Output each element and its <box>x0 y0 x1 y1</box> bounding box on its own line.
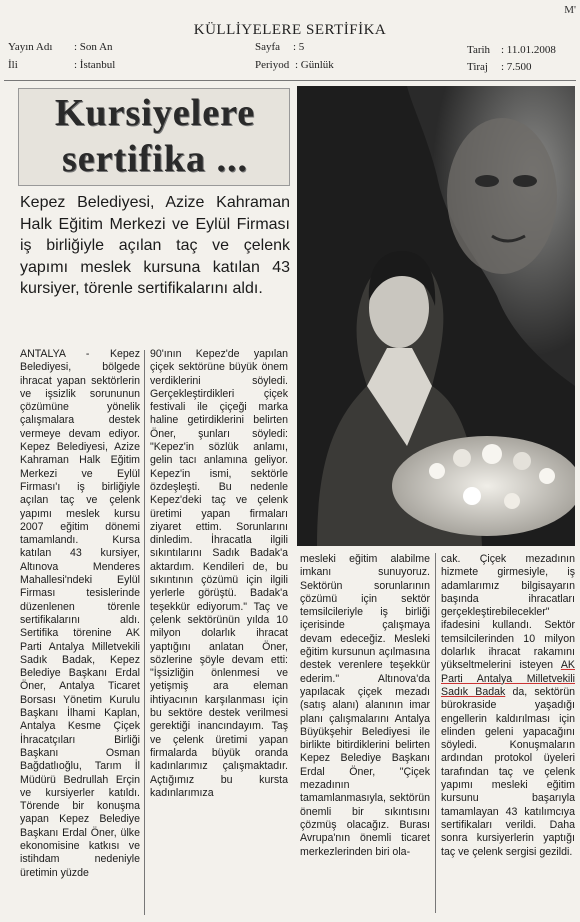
column-3-text: mesleki eğitim alabilme imkanı sunuyoruz. Sektörün sorunlarının çözümü için sektör temsilcileriyle iş birliği içerisinde çalışmaya devam edeceğiz. Mesleki eğitim kursunun açılmasına destek verenlere teşekkür ederim." Altınova'da yapılacak çiçek mezadı (satış alanı) alanının imar planı çalışmalarını Antalya Büyükşehir Belediyesi ile birlikte bitirdiklerini belirten Kepez Belediye Başkanı Erdal Öner, "Çiçek mezadının tamamlanmasıyla, sektörün önemli bir sıkıntısını çözmüş olacağız. Burası Avrupa'nın önemli ticaret merkezlerinden biri ola- <box>300 553 430 858</box>
meta-periyod-value: : Günlük <box>295 59 334 71</box>
column-divider-3 <box>435 553 436 913</box>
column-4 <box>441 553 575 859</box>
column-4-text <box>441 553 575 859</box>
column-3 <box>300 553 430 859</box>
photo-illustration <box>297 86 575 546</box>
article-photo <box>297 86 575 546</box>
headline <box>24 90 286 182</box>
meta-ili-value: : İstanbul <box>74 59 116 71</box>
meta-tiraj-label: Tiraj <box>467 61 488 73</box>
meta-yayin-label: Yayın Adı <box>8 41 53 53</box>
meta-yayin-value: : Son An <box>74 41 113 53</box>
meta-tiraj-value: : 7.500 <box>501 61 532 73</box>
meta-periyod <box>255 59 334 72</box>
meta-tarih-label: Tarih <box>467 44 491 56</box>
column-2-text: 90'ının Kepez'de yapılan çiçek sektörüne büyük önem verdiklerini söyledi. Gerçekleştirdikleri çiçek festivali ile çiçeği marka haline getirdiklerini belirten Öner, şunları söyledi: "Kepez'in sözlük anlamı, gelin tacı anlamına geliyor. Kepez'in ismi, sektörle özdeşleşti. Bu nedenle Kepez'deki taç ve çelenk üretimi yapan firmaları ziyaret ettim. Sorunlarını dinledim. İhracatla ilgili sıkıntılarını Sadık Badak'a aktardım. Kendileri de, bu sıkıntının çözümü için ilgili yerlerle görüştü. Badak'a teşekkür ediyorum." Taç ve çelenk sektörünün yılda 10 milyon dolarlık ihracat yaptığını anlatan Öner, sözlerine şöyle devam etti: "İşsizliğin önlenmesi ve yetişmiş ara eleman ihtiyacının karşılanması için bu sektöre destek verilmesi gerektiği inancındayım. Taş ve çelenk üretimi yapan firmalarda büyük oranda kadınlarımız çalışmaktadır. Açtığımız bu kursta kadınlarımıza <box>150 348 288 799</box>
column-divider-1 <box>144 350 145 915</box>
headline-line-1: Kursiyelere <box>54 92 256 134</box>
header-rule <box>4 80 576 81</box>
meta-periyod-label: Periyod <box>255 59 290 71</box>
clipping-title: KÜLLİYELERE SERTİFİKA <box>193 22 387 38</box>
lead-paragraph: Kepez Belediyesi, Azize Kahraman Halk Eğitim Merkezi ve Eylül Firması iş birliğiyle açılan taç ve çelenk yapımı meslek kursuna katılan 43 kursiyer, törenle sertifikalarını aldı. <box>20 194 290 297</box>
meta-sayfa-label: Sayfa <box>255 41 281 53</box>
meta-sayfa <box>255 41 304 54</box>
meta-sayfa-value: : 5 <box>293 41 305 53</box>
meta-tiraj <box>467 61 532 74</box>
column-2 <box>150 348 288 800</box>
headline-line-2: sertifika ... <box>61 138 249 180</box>
meta-yayin <box>8 41 113 54</box>
meta-ili <box>8 59 115 72</box>
column-4-highlight: AK Parti Antalya Milletvekili Sadık Badak <box>441 659 575 698</box>
column-4-text-b: da, sektörün bürokraside yaşadığı engellerin kaldırılması için elinden geleni yapacağını söyledi. Konuşmaların ardından protokol üyeleri tarafından taç ve çelenk yapımı mesleki eğitim kursunu başarıyla tamamlayan 43 katılımcıya sertifikaları verildi. Daha sonra kursiyerlerin yaptığı taç ve çelenk sergisi gezildi. <box>441 685 575 858</box>
meta-tarih <box>467 44 556 57</box>
meta-ili-label: İli <box>8 59 18 71</box>
meta-tarih-value: : 11.01.2008 <box>501 44 556 56</box>
column-1-text: ANTALYA - Kepez Belediyesi, bölgede ihracat yapan sektörlerin ve işsizlik sorununun çözümüne yönelik çalışmalara destek vermeye devam ediyor. Kepez Belediyesi, Azize Kahraman Halk Eğitim Merkezi ve Eylül Firması'ı iş birliğiyle açılan taç ve çelenk yapımı meslek kursu 2007 eğitim dönemi tamamlandı. Kursa katılan 43 kursiyer, Altınova Menderes Mahallesi'ndeki Eylül Firması tesislerinde düzenlenen törenle sertifikalarını aldı. Sertifika törenine AK Parti Antalya Milletvekili Sadık Badak, Kepez Belediye Başkanı Erdal Öner, Antalya Ticaret Borsası Yönetim Kurulu Başkanı İlhami Kaplan, Antalya Kesme Çiçek İhracatçıları Birliği Başkanı Osman Bağdatlıoğlu, Tarım İl Müdürü Bedrullah Erçin ve kursiyerler katıldı. Törende bir konuşma yapan Kepez Belediye Başkanı Erdal Öner, ülke ekonomisine katkısı ve istihdam nedeniyle üretimin yüzde <box>20 348 140 879</box>
column-1 <box>20 348 140 880</box>
column-4-text-a: cak. Çiçek mezadının hizmete girmesiyle, iş adamlarımız bilgisayarın başında ihracatları gerçekleştirebilecekler" ifadesini kullandı. Sektör temsilcilerinden 10 milyon dolarlık ihracat rakamını yükseltmelerini isteyen <box>441 553 575 672</box>
corner-mark: M' <box>564 4 576 16</box>
